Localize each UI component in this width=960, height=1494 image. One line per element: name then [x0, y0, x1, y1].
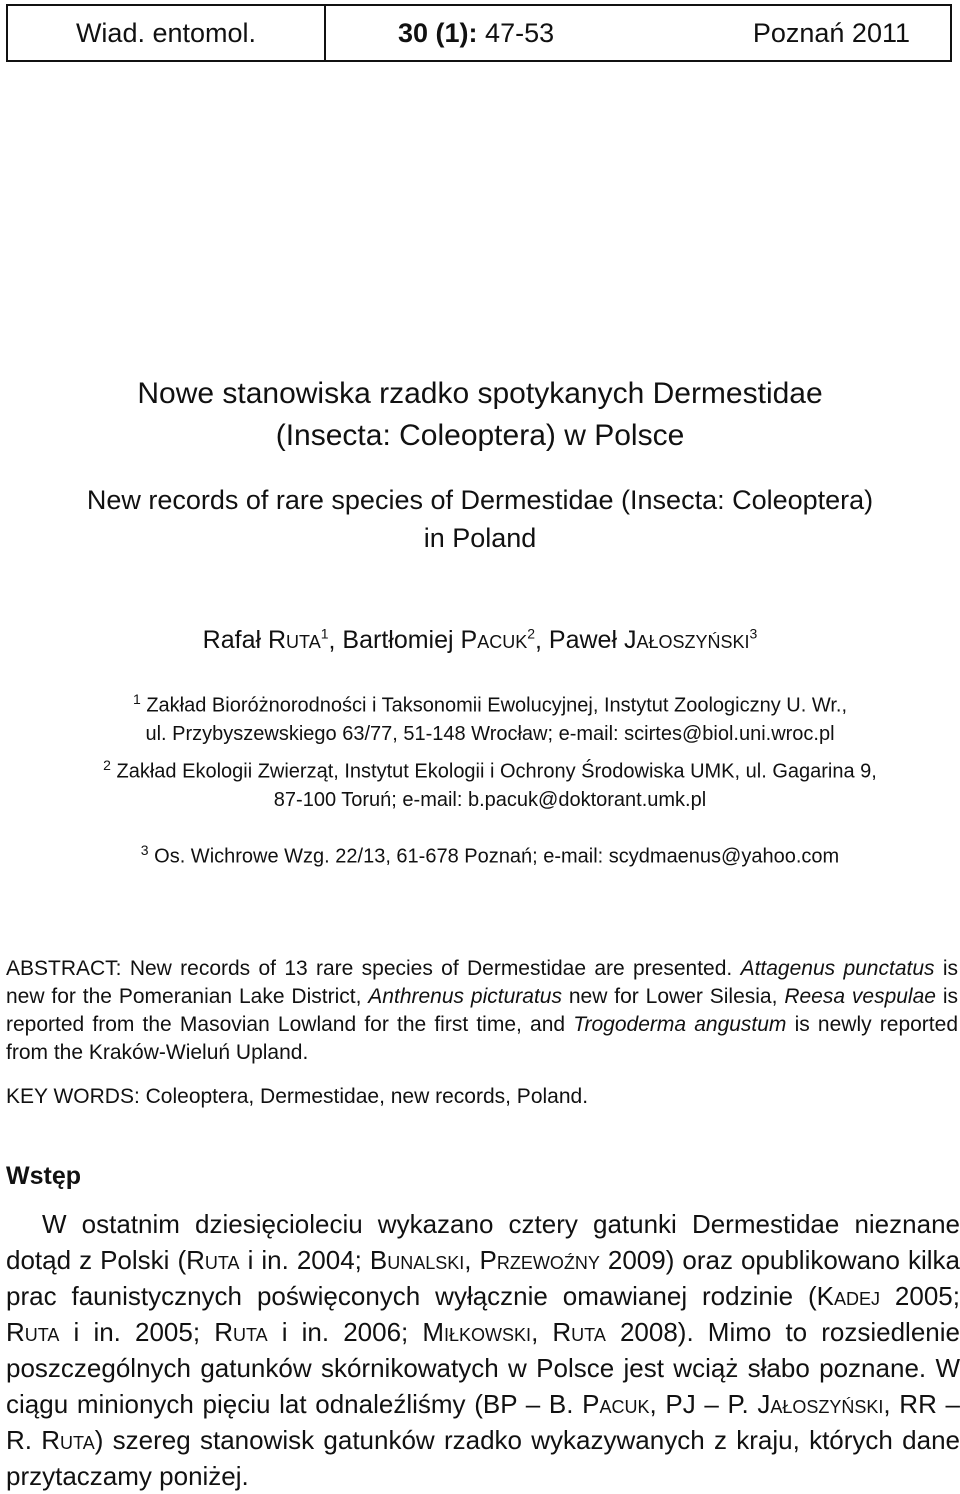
affiliation-1-line1: Zakład Bioróżnorodności i Taksonomii Ewolucyjnej, Instytut Zoologiczny U. Wr., — [146, 694, 848, 717]
journal-name: Wiad. entomol. — [8, 6, 326, 60]
issue-volume: 30 (1): — [398, 17, 478, 48]
affiliation-3: $^3$ Os. Wichrowe Wzg. 22/13, 61-678 Poznań; e-mail: scydmaenus@yahoo.com — [140, 842, 840, 868]
title-english-line1: New records of rare species of Dermestidae (Insecta: Coleoptera) — [86, 485, 874, 515]
affiliation-2-line2: 87-100 Toruń; e-mail: b.pacuk@doktorant.umk.pl — [273, 788, 707, 811]
author-2: Bartłomiej Pacuk$^2$ — [342, 626, 536, 655]
title-english-line2: in Poland — [423, 523, 537, 553]
species-anthrenus-picturatus: Anthrenus picturatus — [368, 985, 562, 1008]
author-1: Rafał Ruta$^1$ — [202, 626, 329, 655]
issue-place-year: Poznań 2011 — [752, 17, 910, 48]
issue-volume-pages — [398, 18, 554, 49]
authors-line: Rafał Ruta$^1$, Bartłomiej Pacuk$^2$, Paweł Jałoszyński$^3$ — [202, 626, 758, 655]
species-trogoderma-angustum: Trogoderma angustum — [573, 1013, 787, 1036]
species-attagenus-punctatus: Attagenus punctatus — [740, 957, 935, 980]
title-polish-line2: (Insecta: Coleoptera) w Polsce — [275, 419, 685, 452]
title-polish-line1: Nowe stanowiska rzadko spotykanych Dermestidae — [137, 377, 823, 410]
title-english — [0, 481, 960, 557]
author-2-surname: Pacuk — [460, 626, 528, 655]
section-heading: Wstęp — [6, 1162, 81, 1190]
keywords: KEY WORDS: Coleoptera, Dermestidae, new records, Poland. — [6, 1085, 589, 1108]
affiliation-1: $^1$ Zakład Bioróżnorodności i Taksonomii Ewolucyjnej, Instytut Zoologiczny U. Wr., ul. Przybyszewskiego 63/77, 51-148 Wrocław; e-mail: scirtes@biol.uni.wroc.pl — [40, 685, 940, 748]
section-paragraph: W ostatnim dziesięcioleciu wykazano cztery gatunki Dermestidae nieznane dotąd z Polski (Ruta i in. 2004; Bunalski, Przewoźny 2009) oraz opublikowano kilka prac faunistycznych poświęconych wyłącznie omawianej rodzinie (Kadej 2005; Ruta i in. 2005; Ruta i in. 2006; Miłkowski, Ruta 2008). Mimo to rozsiedlenie poszczególnych gatunków skórnikowatych w Polsce jest wciąż słabo poznane. W ciągu minionych pięciu lat odnaleźliśmy (BP – B. Pacuk, PJ – P. Jałoszyński, RR – R. Ruta) szereg stanowisk gatunków rzadko wykazywanych z kraju, których dane przytaczamy poniżej. — [6, 1209, 960, 1491]
affiliation-2: $^2$ Zakład Ekologii Zwierząt, Instytut Ekologii i Ochrony Środowiska UMK, ul. Gagarina 9, 87-100 Toruń; e-mail: b.pacuk@doktorant.umk.pl — [40, 751, 940, 814]
author-3-surname: Jałoszyński — [623, 626, 750, 655]
affiliation-1-line2: ul. Przybyszewskiego 63/77, 51-148 Wrocław; e-mail: scirtes@biol.uni.wroc.pl — [145, 722, 835, 745]
affiliation-3-line1: Os. Wichrowe Wzg. 22/13, 61-678 Poznań; e-mail: scydmaenus@yahoo.com — [154, 845, 840, 868]
species-reesa-vespulae: Reesa vespulae — [784, 985, 936, 1008]
journal-issue-info — [326, 6, 950, 60]
issue-pages: 47-53 — [485, 17, 555, 48]
affiliation-2-line1: Zakład Ekologii Zwierząt, Instytut Ekologii i Ochrony Środowiska UMK, ul. Gagarina 9, — [116, 760, 877, 783]
title-polish — [0, 373, 960, 457]
author-3: Paweł Jałoszyński$^3$ — [548, 626, 758, 655]
journal-header — [6, 4, 952, 62]
author-1-surname: Ruta — [268, 626, 321, 655]
abstract: ABSTRACT: New records of 13 rare species of Dermestidae are presented. Attagenus punctatus is new for the Pomeranian Lake District, Anthrenus picturatus new for Lower Silesia, Reesa vespulae is reported from the Masovian Lowland for the first time, and Trogoderma angustum is newly reported from the Kraków-Wieluń Upland. — [6, 957, 959, 1064]
